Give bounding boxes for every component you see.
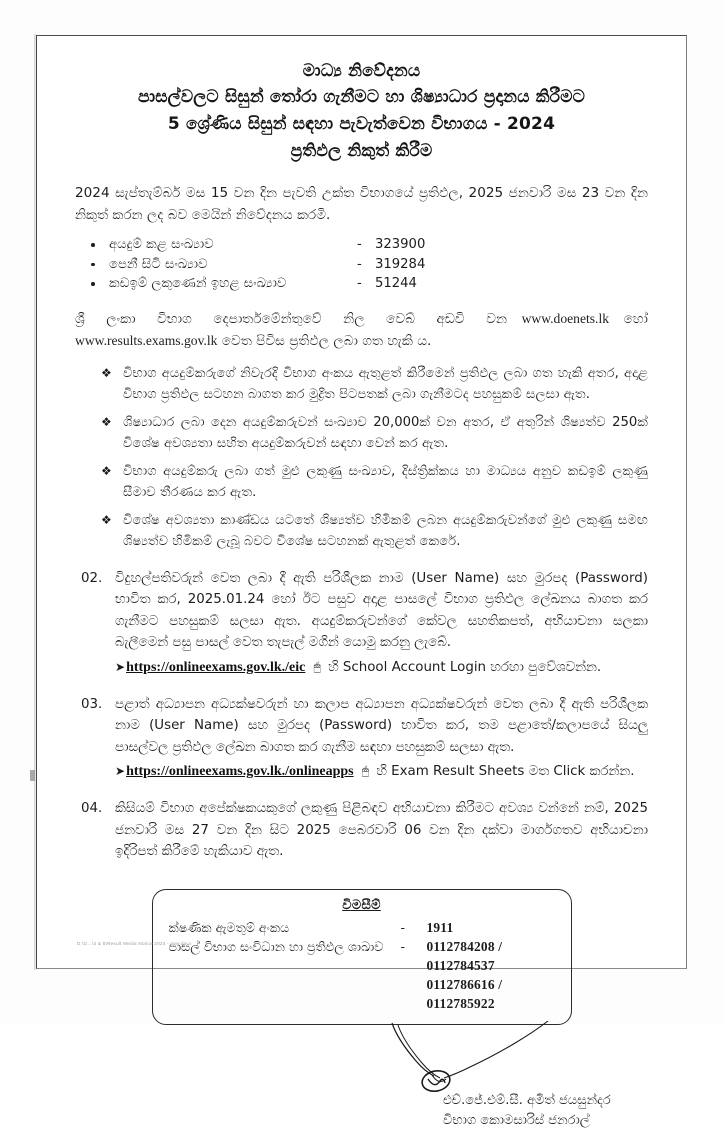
header-line-media-notice: මාධ්‍ය නිවේදනය — [302, 61, 421, 81]
clause-04 — [75, 798, 648, 863]
clause-number: 04. — [81, 801, 103, 816]
contact-value-secondary: 0112786616 / 0112785922 — [426, 976, 503, 1011]
clause-body — [115, 694, 648, 783]
contact-row-branch — [169, 937, 555, 975]
clause-link-instruction: හි School Account Login හරහා පුවේශවන්න. — [328, 659, 602, 675]
clause-text: විදුහල්පතිවරුන් වෙත ලබා දී ඇති පරිශීලක නාම (User Name) සහ මුරපද (Password) භාවිත කර, 2025.01.24 හෝ ඊට පසුව අදාළ පාසලේ විභාග ප්‍රතිඵල ලේඛනය බාගත කර ගැනීමට පහසුකම් සලසා ඇත. අයදුම්කරුවන්ගේ කේවල සහතිකපත්, අභියාචනා සලකා බැලීමෙන් පසු පාසල් වෙත තැපැල් මගින් යොමු කරනු ලැබේ. — [115, 570, 648, 650]
clause-link-line — [115, 657, 648, 678]
contact-label: ක්ෂණික ඇමතුම් අංකය — [168, 919, 290, 935]
results-exams-url[interactable]: www.results.exams.gov.lk — [75, 333, 218, 348]
note-text: විභාග අයදුම්කරුගේ නිවැරදි විභාග අංකය ඇතුළත් කිරීමෙන් ප්‍රතිඵල ලබා ගත හැකි අතර, අදාළ විභාග ප්‍රතිඵල සටහන බාගත කර මුද්‍රිත පිටපතක් ලබා ගැනීමටද පහසුකම් සලසා ඇත. — [123, 365, 648, 402]
clause-text: පළාත් අධ්‍යාපන අධ්‍යක්ෂවරුන් හා කලාප අධ්‍යාපන අධ්‍යක්ෂවරුන් වෙත ලබා දී ඇති පරිශීලක නාම (User Name) සහ මුරපද (Password) භාවිත කර, තම පළාතේ/කලාපයේ සියලු පාසල්වල ප්‍රතිඵල ලේඛන බාගත කර ගැනීම සඳහා පහසුකම් සලසා ඇත. — [115, 696, 648, 755]
stat-value: 319284 — [375, 256, 426, 272]
arrow-bullet-icon: ➤ — [115, 659, 126, 674]
clause-body — [115, 798, 648, 863]
mouse-pointer-icon: 🖱 — [313, 659, 321, 674]
stat-dash: - — [357, 256, 362, 272]
stat-label: අයදුම් කළ සංඛ්‍යාව — [109, 237, 214, 252]
website-paragraph-suffix: වෙත පිවිස ප්‍රතිඵල ලබා ගත හැකි ය. — [221, 333, 432, 349]
stat-dash: - — [357, 237, 362, 252]
contact-label: පාසල් විභාග සංවිධාන හා ප්‍රතිඵල ශාඛාව — [168, 938, 384, 954]
mouse-pointer-icon: 🖱 — [361, 764, 370, 778]
signature-block — [443, 1091, 611, 1131]
arrow-bullet-icon: ➤ — [115, 764, 126, 778]
contact-value: 1911 — [426, 919, 454, 935]
footer-file-path: D:\G...\4 & 5\Result Media Notice 2024 - new.docx — [77, 941, 192, 946]
doenets-url[interactable]: www.doenets.lk — [521, 310, 610, 326]
contact-box — [152, 889, 572, 1025]
signatory-designation: විභාග කොමසාරිස් ජනරාල් — [443, 1112, 590, 1128]
contact-box-wrapper — [75, 889, 648, 1025]
header-line-purpose: පාසල්වලට සිසුන් තෝරා ගැනීමට හා ශිෂ්‍යාධාර ප්‍රදානය කිරීමට — [137, 87, 586, 107]
contact-dash: - — [400, 919, 406, 935]
clause-body — [115, 568, 648, 678]
list-item — [75, 274, 648, 294]
statistics-list — [75, 235, 648, 294]
bullet-dot-icon — [91, 263, 95, 267]
document-content — [37, 36, 686, 1128]
header-line-results-release: ප්‍රතිඵල නිකුත් කිරීම — [290, 141, 433, 161]
contact-row-hotline — [169, 918, 555, 937]
diamond-bullet-icon: ❖ — [101, 512, 112, 527]
diamond-bullet-icon: ❖ — [101, 365, 112, 380]
contact-dash: - — [400, 938, 406, 954]
stat-label: කඩඉම් ලකුණෙන් ඉහළ සංඛ්‍යාව — [109, 276, 287, 291]
list-item — [75, 461, 648, 503]
website-paragraph-conjunction: හෝ — [623, 310, 649, 327]
clause-number: 03. — [81, 696, 103, 712]
diamond-bullet-icon: ❖ — [101, 414, 112, 429]
document-header — [75, 58, 648, 165]
list-item — [75, 412, 648, 454]
signatory-name: එච්.ජේ.එම්.සී. අමිත් ජයසුන්දර — [443, 1092, 611, 1108]
clause-number: 02. — [81, 570, 103, 586]
onlineexams-onlineapps-link[interactable]: https://onlineexams.gov.lk./onlineapps — [126, 764, 354, 779]
scan-edge-artifact — [30, 770, 35, 781]
list-item — [75, 510, 648, 552]
onlineexams-eic-link[interactable]: https://onlineexams.gov.lk./eic — [126, 659, 306, 675]
note-text: විභාග අයදුම්කරු ලබා ගත් මුළු ලකුණු සංඛ්‍යාව, දිස්ත්‍රික්කය හා මාධ්‍යය අනුව කඩඉම් ලකුණු සීමාව තීරණය කර ඇත. — [123, 463, 648, 500]
stat-value: 51244 — [375, 276, 417, 291]
header-line-exam-name: 5 ශ්‍රේණිය සිසුන් සඳහා පැවැත්වෙන විභාගය - 2024 — [167, 114, 556, 134]
bullet-dot-icon — [91, 243, 95, 247]
bullet-dot-icon — [91, 282, 95, 286]
clause-02 — [75, 568, 648, 678]
intro-paragraph: 2024 සැප්තැම්බර් මස 15 වන දින පැවති උක්ත විභාගයේ ප්‍රතිඵල, 2025 ජනවාරි මස 23 වන දින නිකුත් කරන ලද බව මෙයින් නිවේදනය කරමි. — [75, 185, 648, 223]
clause-text: කිසියම් විභාග අපේක්ෂකයකුගේ ලකුණු පිළිබඳව අභියාචනා කිරීමට අවශ්‍ය වන්නේ නම්, 2025 ජනවාරි මස 27 වන දින සිට 2025 පෙබරවාරි 06 වන දින දක්වා මාර්ගගතව අභියාචනා ඉදිරිපත් කිරීමේ හැකියාව ඇත. — [115, 801, 648, 859]
clause-link-line — [115, 761, 648, 782]
website-paragraph-prefix: ශ්‍රී ලංකා විභාග දෙපාර්තමේන්තුවේ නිල වෙබ් අඩවි වන — [75, 310, 508, 327]
clause-link-instruction: හි Exam Result Sheets මත Click කරන්න. — [376, 764, 635, 779]
stat-value: 323900 — [375, 237, 426, 252]
note-text: ශිෂ්‍යාධාර ලබා දෙන අයදුම්කරුවන් සංඛ්‍යාව 20,000ක් වන අතර, ඒ අතුරින් ශිෂ්‍යත්ව 250ක් විශේෂ අවශ්‍යතා සහිත අයදුම්කරුවන් සඳහා වෙන් කර ඇත. — [123, 414, 648, 451]
diamond-bullet-icon: ❖ — [101, 463, 112, 478]
contact-value: 0112784208 / 0112784537 — [426, 938, 503, 973]
contact-box-title: විමසීම් — [342, 897, 381, 913]
notes-list — [75, 363, 648, 552]
website-paragraph — [75, 308, 648, 353]
clause-03 — [75, 694, 648, 783]
note-text: විශේෂ අවශ්‍යතා කාණ්ඩය යටතේ ශිෂ්‍යත්ව හිමිකම් ලබන අයදුම්කරුවන්ගේ මුළු ලකුණු සමඟ ශිෂ්‍යත්ව හිමිකම් ලැබූ බවට විශේෂ සටහනක් ඇතුළත් කෙරේ. — [123, 512, 648, 549]
list-item — [75, 255, 648, 275]
list-item — [75, 235, 648, 255]
list-item — [75, 363, 648, 405]
stat-label: පෙනී සිටි සංඛ්‍යාව — [109, 256, 208, 272]
stat-dash: - — [357, 276, 362, 291]
signature-area — [75, 1029, 648, 1128]
